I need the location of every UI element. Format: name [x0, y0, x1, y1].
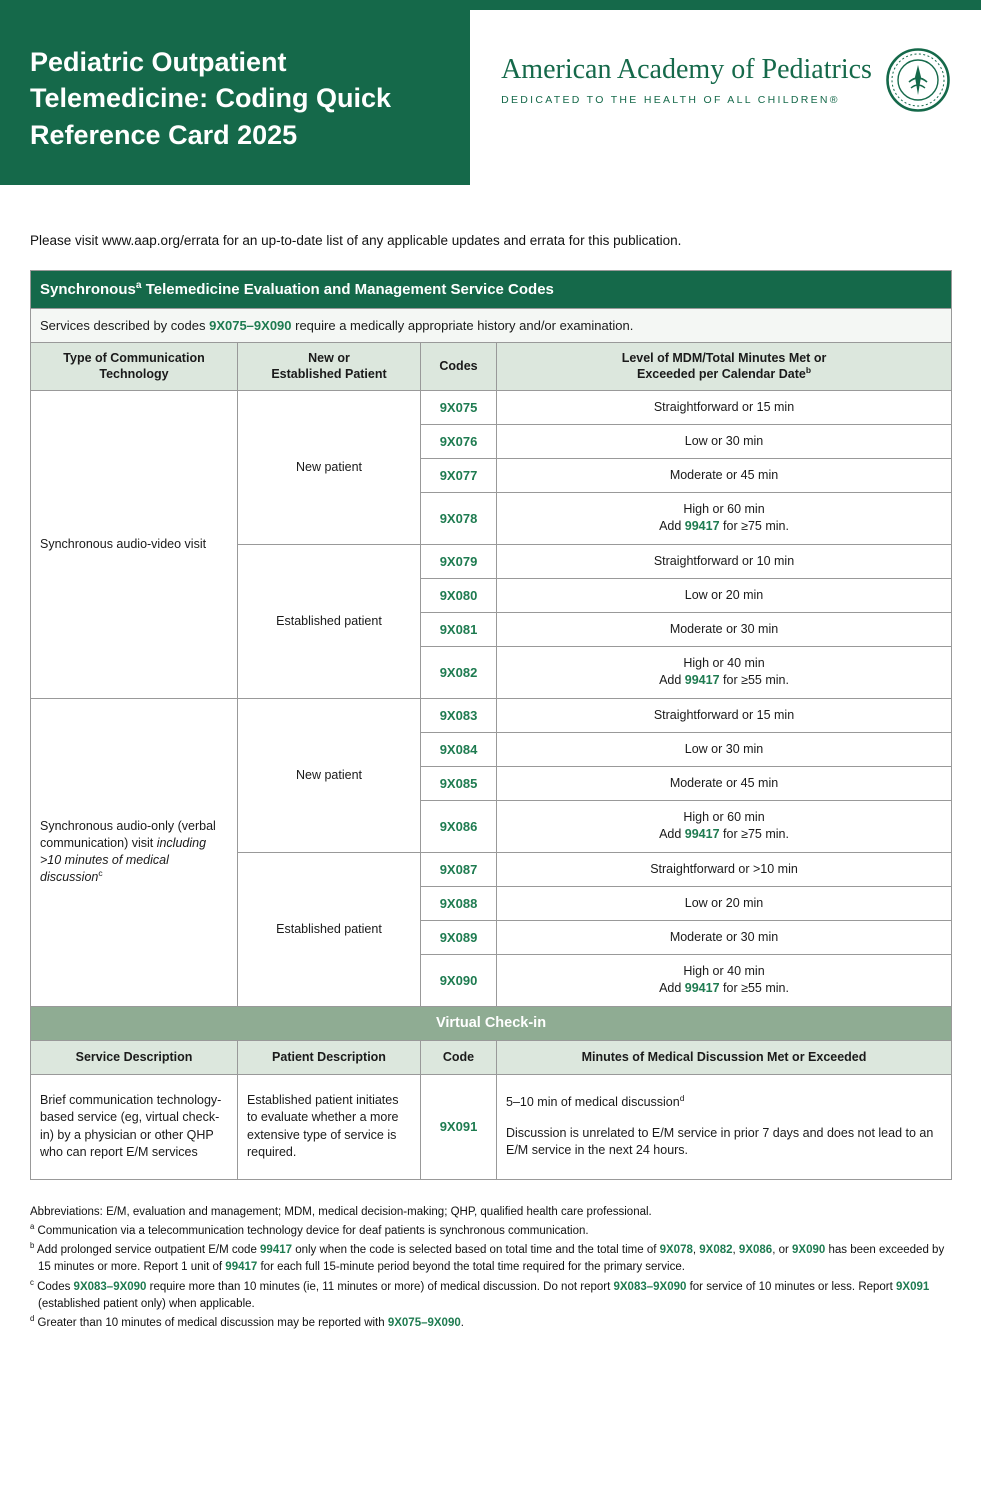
level-cell: High or 60 min Add 99417 for ≥75 min. — [497, 800, 952, 852]
code-cell: 9X086 — [421, 800, 497, 852]
errata-note: Please visit www.aap.org/errata for an up-to-date list of any applicable updates and errata for this publication. — [30, 233, 682, 248]
level-cell: Straightforward or 10 min — [497, 544, 952, 578]
tech-cell-audio-video: Synchronous audio-video visit — [31, 390, 238, 698]
level-cell: Moderate or 45 min — [497, 458, 952, 492]
level-cell: Moderate or 30 min — [497, 920, 952, 954]
title-block — [0, 10, 470, 185]
level-cell: Low or 20 min — [497, 886, 952, 920]
level-cell: Moderate or 30 min — [497, 612, 952, 646]
patient-cell: Established patient — [238, 852, 421, 1006]
footnotes — [30, 1204, 951, 1333]
aap-logo — [470, 10, 981, 185]
vc-code-cell: 9X091 — [421, 1074, 497, 1179]
level-cell: Low or 30 min — [497, 424, 952, 458]
col-header-technology: Type of Communication Technology — [31, 343, 238, 391]
sync-table-title: Synchronous$^a$ Telemedicine Evaluation and Management Service Codes — [31, 271, 952, 309]
vc-patient-cell: Established patient initiates to evaluate whether a more extensive type of service is required. — [238, 1074, 421, 1179]
vc-col-header-service: Service Description — [31, 1040, 238, 1074]
footnote-b: $^b$ Add prolonged service outpatient E/M code 99417 only when the code is selected based on total time and the total time of 9X078, 9X082, 9X086, or 9X090 has been exceeded by 15 minutes or more. Report 1 unit of 99417 for each full 15-minute period beyond the total time required for the primary service. — [30, 1241, 945, 1274]
aap-logo-text — [501, 54, 872, 106]
vc-col-header-minutes: Minutes of Medical Discussion Met or Exceeded — [497, 1040, 952, 1074]
code-cell: 9X082 — [421, 646, 497, 698]
code-cell: 9X079 — [421, 544, 497, 578]
code-cell: 9X090 — [421, 954, 497, 1006]
virtual-checkin-banner: Virtual Check-in — [31, 1006, 952, 1040]
code-cell: 9X077 — [421, 458, 497, 492]
code-cell: 9X089 — [421, 920, 497, 954]
virtual-checkin-column-headers — [31, 1040, 952, 1074]
vc-minutes-cell — [497, 1074, 952, 1179]
aap-seal-icon — [886, 48, 950, 112]
footnote-c: $^c$ Codes 9X083–9X090 require more than 10 minutes (ie, 11 minutes or more) of medical discussion. Do not report 9X083–9X090 for service of 10 minutes or less. Report 9X091 (established patient only) when applicable. — [30, 1277, 930, 1310]
col-header-level: Level of MDM/Total Minutes Met or Exceeded per Calendar Date$^b$ — [497, 343, 952, 391]
code-cell: 9X087 — [421, 852, 497, 886]
tech-cell-audio-only: Synchronous audio-only (verbal communication) visit including >10 minutes of medical discussion$^c$ — [31, 698, 238, 1006]
sync-column-headers — [31, 343, 952, 391]
code-cell: 9X085 — [421, 766, 497, 800]
virtual-checkin-banner-row — [31, 1006, 952, 1040]
level-cell: Straightforward or >10 min — [497, 852, 952, 886]
code-cell: 9X083 — [421, 698, 497, 732]
sync-table-title-row — [31, 271, 952, 309]
page-title: Pediatric Outpatient Telemedicine: Coding Quick Reference Card 2025 — [30, 47, 392, 150]
table-row — [31, 390, 952, 424]
vc-service-cell: Brief communication technology-based service (eg, virtual check-in) by a physician or other QHP who can report E/M services — [31, 1074, 238, 1179]
col-header-patient: New or Established Patient — [238, 343, 421, 391]
code-cell: 9X080 — [421, 578, 497, 612]
masthead — [0, 0, 981, 185]
level-cell: High or 60 min Add 99417 for ≥75 min. — [497, 492, 952, 544]
vc-col-header-code: Code — [421, 1040, 497, 1074]
org-tagline: DEDICATED TO THE HEALTH OF ALL CHILDREN® — [501, 94, 840, 106]
code-cell: 9X084 — [421, 732, 497, 766]
level-cell: Straightforward or 15 min — [497, 390, 952, 424]
level-cell: Moderate or 45 min — [497, 766, 952, 800]
footnote-a: $^a$ Communication via a telecommunication technology device for deaf patients is synchronous communication. — [30, 1221, 589, 1237]
table-row — [31, 698, 952, 732]
code-cell: 9X078 — [421, 492, 497, 544]
patient-cell: New patient — [238, 698, 421, 852]
code-cell: 9X081 — [421, 612, 497, 646]
patient-cell: New patient — [238, 390, 421, 544]
sync-table-note-row — [31, 309, 952, 343]
level-cell: High or 40 min Add 99417 for ≥55 min. — [497, 954, 952, 1006]
vc-col-header-patient: Patient Description — [238, 1040, 421, 1074]
vc-minutes-line-2: Discussion is unrelated to E/M service in prior 7 days and does not lead to an E/M service in the next 24 hours. — [506, 1125, 934, 1158]
level-cell: Straightforward or 15 min — [497, 698, 952, 732]
virtual-checkin-row — [31, 1074, 952, 1179]
level-cell: High or 40 min Add 99417 for ≥55 min. — [497, 646, 952, 698]
level-cell: Low or 30 min — [497, 732, 952, 766]
code-cell: 9X075 — [421, 390, 497, 424]
sync-table-note: Services described by codes 9X075–9X090 require a medically appropriate history and/or examination. — [31, 309, 952, 343]
level-cell: Low or 20 min — [497, 578, 952, 612]
telemedicine-codes-table — [30, 270, 952, 1180]
footnote-abbreviations: Abbreviations: E/M, evaluation and management; MDM, medical decision-making; QHP, qualified health care professional. — [30, 1205, 652, 1218]
code-cell: 9X088 — [421, 886, 497, 920]
vc-minutes-line-1: 5–10 min of medical discussion$^d$ — [506, 1092, 685, 1109]
patient-cell: Established patient — [238, 544, 421, 698]
col-header-codes: Codes — [421, 343, 497, 391]
org-name: American Academy of Pediatrics — [501, 54, 872, 85]
code-cell: 9X076 — [421, 424, 497, 458]
footnote-d: $^d$ Greater than 10 minutes of medical discussion may be reported with 9X075–9X090. — [30, 1314, 464, 1329]
